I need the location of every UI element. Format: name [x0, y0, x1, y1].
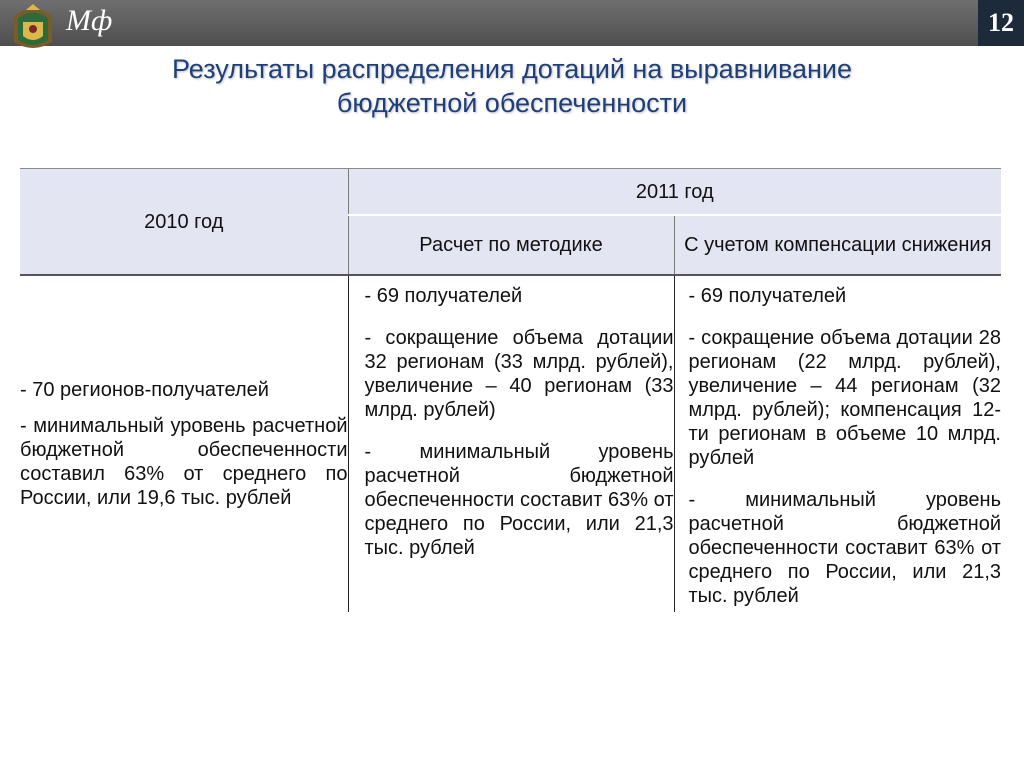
emblem-icon: [8, 2, 58, 54]
logo-text: Мф: [66, 4, 113, 37]
cell-2010-para-2: - минимальный уровень расчетной бюджетной обеспеченности составил 63% от среднего по России, или 19,6 тыс. рублей: [20, 415, 348, 509]
cell-method-para-2: - сокращение объема дотации 32 регионам (33 млрд. рублей), увеличение – 40 регионам (33 млрд. рублей): [364, 327, 674, 421]
cell-method: [348, 275, 674, 612]
page-title: [60, 52, 964, 120]
header-compensation: С учетом компенсации снижения: [674, 215, 1001, 275]
top-bar: [0, 0, 1024, 46]
cell-comp-para-3: - минимальный уровень расчетной бюджетной обеспеченности составит 63% от среднего по России, или 21,3 тыс. рублей: [688, 489, 1001, 607]
title-line-2: бюджетной обеспеченности: [336, 88, 688, 118]
cell-2010-para-1: - 70 регионов-получателей: [20, 379, 269, 401]
cell-method-para-1: - 69 получателей: [364, 285, 523, 307]
cell-comp-para-1: - 69 получателей: [688, 285, 847, 307]
cell-compensation: [674, 275, 1001, 612]
page-number: 12: [978, 0, 1024, 46]
cell-2010: [20, 275, 348, 612]
title-line-1: Результаты распределения дотаций на выравнивание: [171, 54, 853, 84]
header-method: Расчет по методике: [348, 215, 674, 275]
subsidy-table: [20, 168, 1001, 612]
header-2010: 2010 год: [20, 169, 348, 276]
header-2011: 2011 год: [348, 169, 1001, 216]
cell-comp-para-2: - сокращение объема дотации 28 регионам (22 млрд. рублей), увеличение – 44 регионам (32 млрд. рублей); компенсация 12-ти регионам в объеме 10 млрд. рублей: [688, 327, 1001, 469]
cell-method-para-3: - минимальный уровень расчетной бюджетной обеспеченности составит 63% от среднего по России, или 21,3 тыс. рублей: [364, 441, 674, 559]
